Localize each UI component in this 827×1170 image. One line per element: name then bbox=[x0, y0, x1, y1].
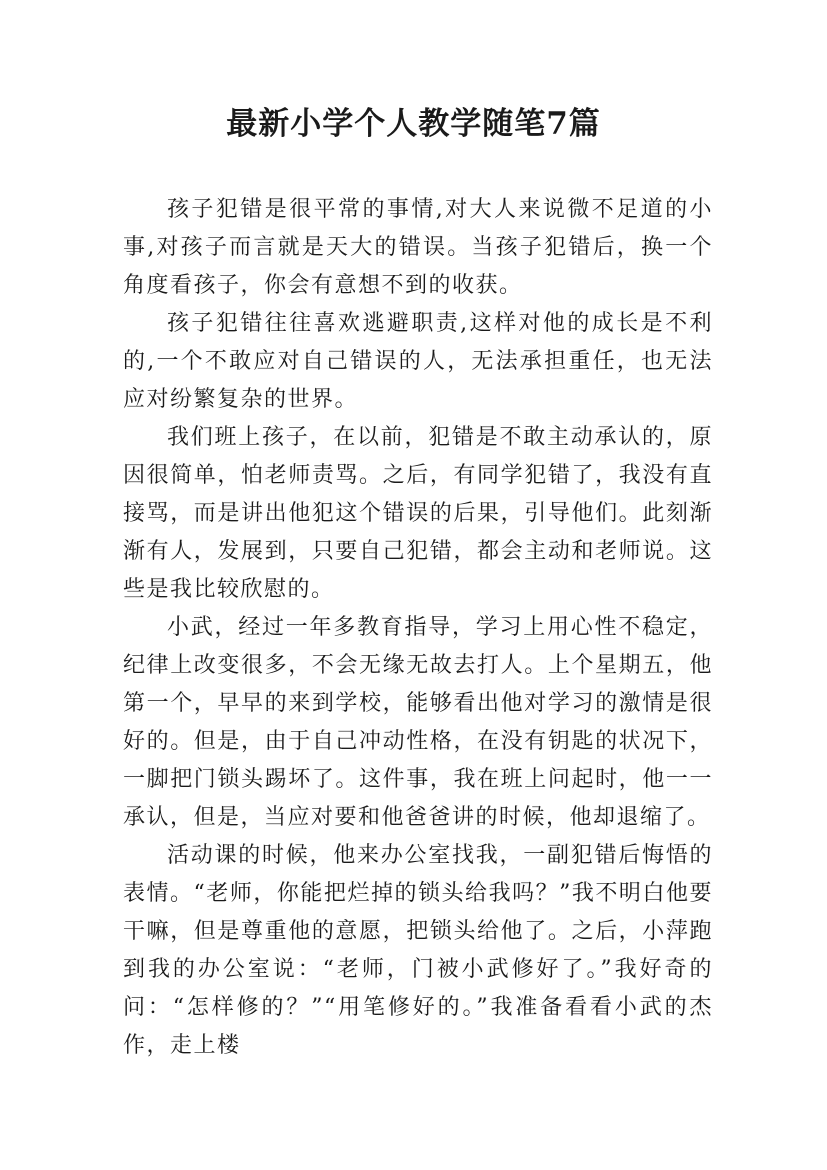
paragraph-2: 孩子犯错往往喜欢逃避职责,这样对他的成长是不利的,一个不敢应对自己错误的人，无法承担重任，也无法应对纷繁复杂的世界。 bbox=[123, 311, 713, 412]
document-title: 最新小学个人教学随笔7篇 bbox=[226, 106, 601, 142]
paragraph-3: 我们班上孩子，在以前，犯错是不敢主动承认的，原因很简单，怕老师责骂。之后，有同学犯错了，我没有直接骂，而是讲出他犯这个错误的后果，引导他们。此刻渐渐有人，发展到，只要自己犯错，都会主动和老师说。这些是我比较欣慰的。 bbox=[123, 425, 713, 602]
paragraph-4: 小武，经过一年多教育指导，学习上用心性不稳定，纪律上改变很多，不会无缘无故去打人。上个星期五，他第一个，早早的来到学校，能够看出他对学习的激情是很好的。但是，由于自己冲动性格，在没有钥匙的状况下，一脚把门锁头踢坏了。这件事，我在班上问起时，他一一承认，但是，当应对要和他爸爸讲的时候，他却退缩了。 bbox=[123, 615, 713, 830]
paragraph-1: 孩子犯错是很平常的事情,对大人来说微不足道的小事,对孩子而言就是天大的错误。当孩子犯错后，换一个角度看孩子，你会有意想不到的收获。 bbox=[123, 197, 713, 298]
document-body bbox=[123, 191, 713, 1065]
paragraph-5: 活动课的时候，他来办公室找我，一副犯错后悔悟的表情。“老师，你能把烂掉的锁头给我吗？”我不明白他要干嘛，但是尊重他的意愿，把锁头给他了。之后，小萍跑到我的办公室说：“老师，门被小武修好了。”我好奇的问：“怎样修的？”“用笔修好的。”我准备看看小武的杰作，走上楼 bbox=[123, 843, 713, 1058]
